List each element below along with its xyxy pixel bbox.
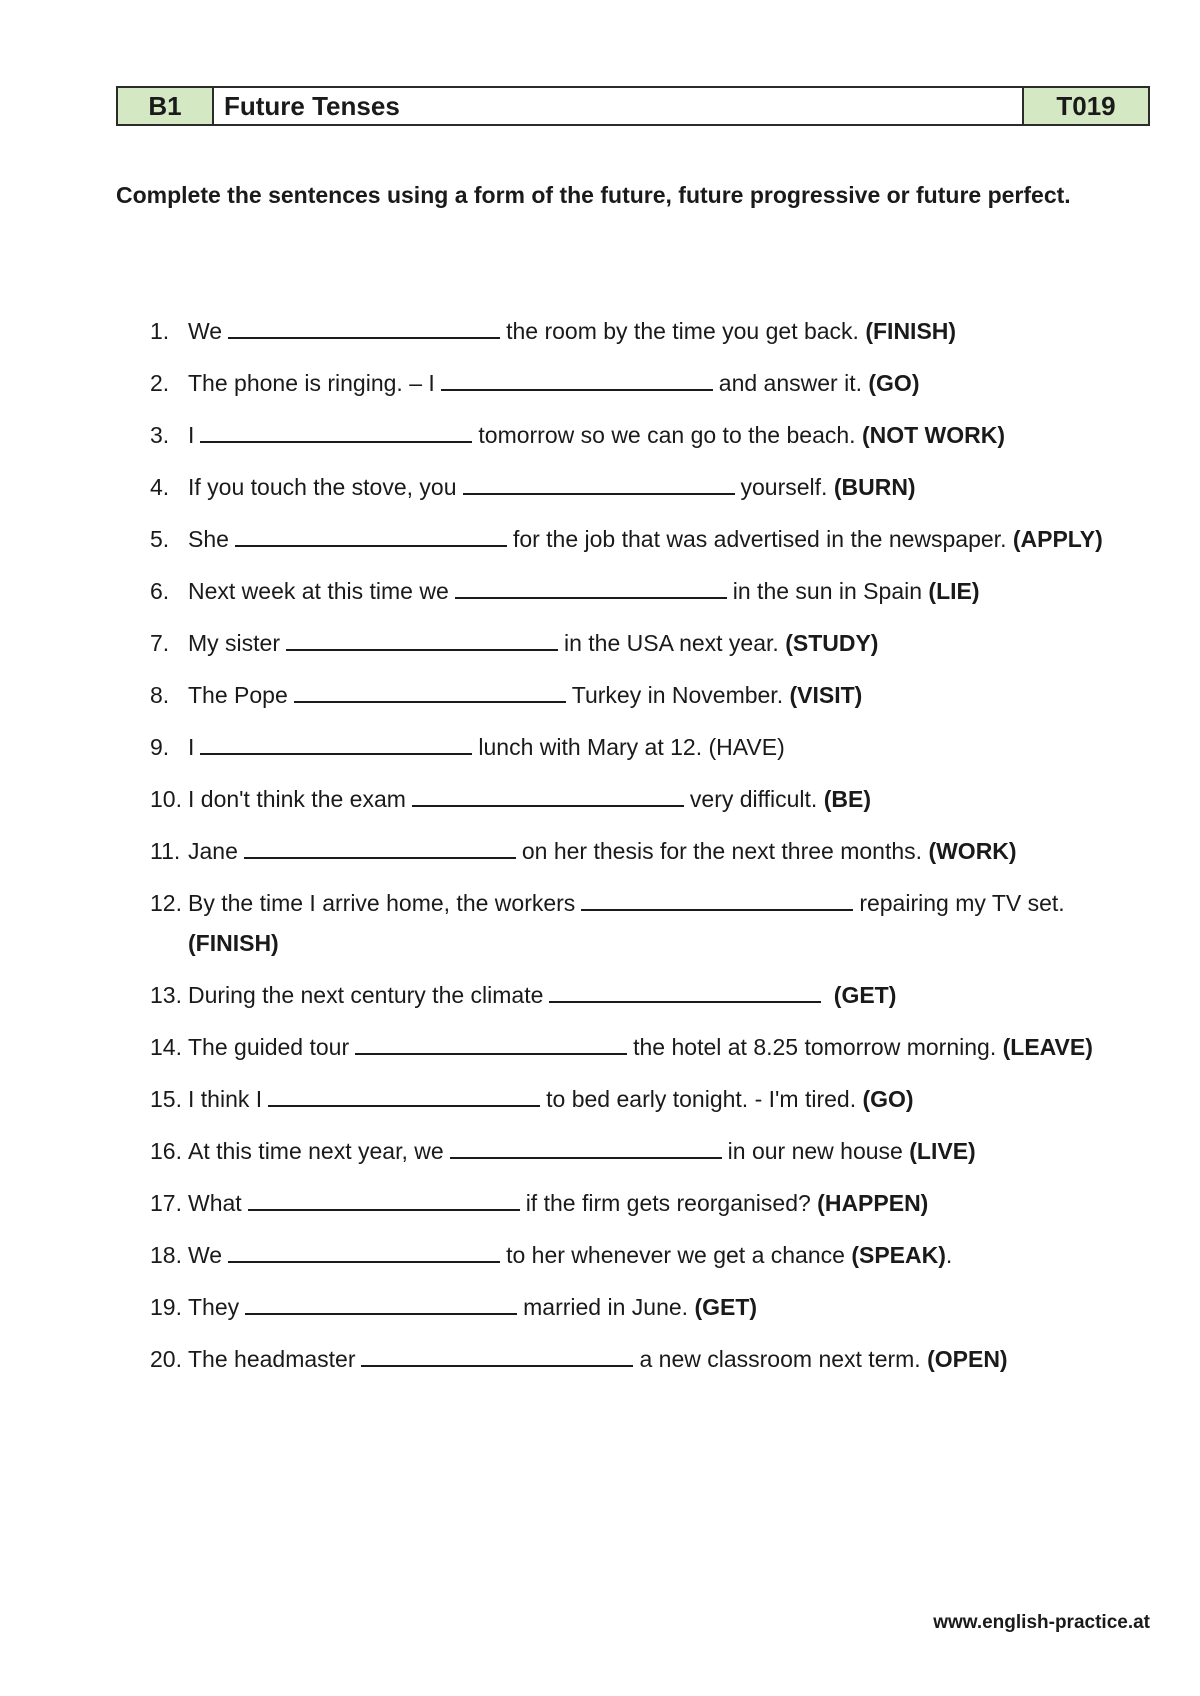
answer-blank[interactable]: [355, 1049, 627, 1055]
exercise-item: [150, 1287, 1140, 1327]
answer-blank[interactable]: [549, 997, 821, 1003]
verb-hint: (WORK): [928, 838, 1017, 864]
answer-blank[interactable]: [228, 1257, 500, 1263]
answer-blank[interactable]: [450, 1153, 722, 1159]
item-sentence: [188, 975, 1140, 1015]
exercise-item: [150, 675, 1140, 715]
item-sentence: [188, 675, 1140, 715]
sentence-start: I think I: [188, 1086, 263, 1112]
verb-hint: (LIVE): [909, 1138, 976, 1164]
item-sentence: [188, 1287, 1140, 1327]
exercise-item: [150, 1131, 1140, 1171]
sentence-end: a new classroom next term.: [639, 1346, 921, 1372]
answer-blank[interactable]: [463, 489, 735, 495]
sentence-end: tomorrow so we can go to the beach.: [478, 422, 856, 448]
sentence-start: The Pope: [188, 682, 288, 708]
sentence-end: repairing my TV set.: [859, 890, 1065, 916]
item-number: 11.: [150, 838, 181, 864]
exercise-item: [150, 1027, 1140, 1067]
sentence-end: in the USA next year.: [564, 630, 779, 656]
verb-hint: (VISIT): [789, 682, 863, 708]
verb-hint: (GO): [862, 1086, 914, 1112]
sentence-start: At this time next year, we: [188, 1138, 444, 1164]
verb-hint: (FINISH): [865, 318, 957, 344]
answer-blank[interactable]: [248, 1205, 520, 1211]
verb-hint: (GET): [833, 982, 897, 1008]
answer-blank[interactable]: [268, 1101, 540, 1107]
verb-hint: (HAVE): [708, 734, 785, 760]
verb-hint: (STUDY): [785, 630, 879, 656]
sentence-start: Next week at this time we: [188, 578, 449, 604]
sentence-end: for the job that was advertised in the newspaper.: [512, 526, 1007, 552]
item-number: 19.: [150, 1294, 182, 1320]
sentence-start: We: [188, 1242, 223, 1268]
sentence-end: yourself.: [740, 474, 828, 500]
worksheet-header: [116, 86, 1150, 126]
exercise-item: [150, 623, 1140, 663]
sentence-end: married in June.: [523, 1294, 689, 1320]
item-sentence: [188, 623, 1140, 663]
item-sentence: [188, 1235, 1140, 1275]
sentence-start: They: [188, 1294, 240, 1320]
level-badge: B1: [118, 88, 214, 124]
item-number: 5.: [150, 526, 170, 552]
item-sentence: [188, 1079, 1140, 1119]
item-number: 14.: [150, 1034, 182, 1060]
answer-blank[interactable]: [361, 1361, 633, 1367]
verb-hint: (HAPPEN): [817, 1190, 929, 1216]
verb-hint: (LEAVE): [1002, 1034, 1093, 1060]
sentence-start: During the next century the climate: [188, 982, 544, 1008]
item-sentence: [188, 519, 1140, 559]
instructions-text: Complete the sentences using a form of the future, future progressive or future perfect.: [116, 182, 1071, 208]
sentence-start: If you touch the stove, you: [188, 474, 457, 500]
exercise-item: [150, 571, 1140, 611]
item-sentence: [188, 779, 1140, 819]
item-sentence: [188, 1183, 1140, 1223]
sentence-start: The guided tour: [188, 1034, 350, 1060]
item-number: 13.: [150, 982, 182, 1008]
answer-blank[interactable]: [441, 385, 713, 391]
exercise-item: [150, 1183, 1140, 1223]
item-number: 2.: [150, 370, 170, 396]
exercise-item: [150, 467, 1140, 507]
answer-blank[interactable]: [294, 697, 566, 703]
worksheet-code: T019: [1022, 88, 1148, 124]
sentence-start: Jane: [188, 838, 238, 864]
sentence-start: What: [188, 1190, 242, 1216]
exercise-item: [150, 727, 1140, 767]
item-number: 4.: [150, 474, 170, 500]
item-sentence: [188, 883, 1140, 963]
item-sentence: [188, 1131, 1140, 1171]
item-sentence: [188, 467, 1140, 507]
item-number: 15.: [150, 1086, 182, 1112]
verb-hint: (GET): [694, 1294, 758, 1320]
sentence-start: The phone is ringing. – I: [188, 370, 435, 396]
sentence-end: and answer it.: [718, 370, 862, 396]
sentence-end: in our new house: [727, 1138, 903, 1164]
verb-hint: (FINISH): [188, 930, 279, 956]
sentence-end: lunch with Mary at 12.: [478, 734, 703, 760]
exercise-item: [150, 883, 1140, 963]
verb-hint: (APPLY): [1012, 526, 1103, 552]
item-number: 16.: [150, 1138, 182, 1164]
sentence-start: She: [188, 526, 229, 552]
exercise-item: [150, 831, 1140, 871]
answer-blank[interactable]: [235, 541, 507, 547]
verb-hint: (OPEN): [927, 1346, 1008, 1372]
item-sentence: [188, 831, 1140, 871]
answer-blank[interactable]: [244, 853, 516, 859]
sentence-end: the room by the time you get back.: [506, 318, 859, 344]
exercise-item: [150, 1235, 1140, 1275]
answer-blank[interactable]: [412, 801, 684, 807]
sentence-end: the hotel at 8.25 tomorrow morning.: [633, 1034, 997, 1060]
item-sentence: [188, 415, 1140, 455]
answer-blank[interactable]: [286, 645, 558, 651]
item-number: 12.: [150, 890, 182, 916]
verb-hint: (LIE): [928, 578, 980, 604]
item-number: 20.: [150, 1346, 182, 1372]
answer-blank[interactable]: [245, 1309, 517, 1315]
sentence-start: The headmaster: [188, 1346, 356, 1372]
item-sentence: [188, 727, 1140, 767]
item-number: 6.: [150, 578, 170, 604]
exercise-item: [150, 975, 1140, 1015]
item-sentence: [188, 311, 1140, 351]
sentence-end: very difficult.: [689, 786, 818, 812]
answer-blank[interactable]: [228, 333, 500, 339]
item-number: 7.: [150, 630, 170, 656]
sentence-start: I don't think the exam: [188, 786, 406, 812]
sentence-start: My sister: [188, 630, 280, 656]
exercise-item: [150, 363, 1140, 403]
sentence-start: I: [188, 422, 195, 448]
exercise-item: [150, 779, 1140, 819]
sentence-end: if the firm gets reorganised?: [525, 1190, 811, 1216]
sentence-start: By the time I arrive home, the workers: [188, 890, 576, 916]
item-sentence: [188, 1339, 1140, 1379]
item-sentence: [188, 571, 1140, 611]
item-number: 10.: [150, 786, 182, 812]
answer-blank[interactable]: [200, 749, 472, 755]
item-sentence: [188, 1027, 1140, 1067]
sentence-trail: .: [945, 1242, 953, 1268]
answer-blank[interactable]: [455, 593, 727, 599]
sentence-end: in the sun in Spain: [732, 578, 923, 604]
item-number: 17.: [150, 1190, 182, 1216]
answer-blank[interactable]: [581, 905, 853, 911]
verb-hint: (BE): [823, 786, 871, 812]
item-number: 18.: [150, 1242, 182, 1268]
exercise-item: [150, 1339, 1140, 1379]
exercise-item: [150, 415, 1140, 455]
verb-hint: (NOT WORK): [861, 422, 1006, 448]
verb-hint: (SPEAK): [851, 1242, 946, 1268]
sentence-end: Turkey in November.: [571, 682, 784, 708]
footer-url[interactable]: www.english-practice.at: [933, 1612, 1150, 1633]
exercise-item: [150, 311, 1140, 351]
sentence-end: on her thesis for the next three months.: [521, 838, 923, 864]
verb-hint: (GO): [868, 370, 920, 396]
verb-hint: (BURN): [833, 474, 916, 500]
item-number: 1.: [150, 318, 170, 344]
sentence-start: I: [188, 734, 195, 760]
exercise-item: [150, 519, 1140, 559]
sentence-start: We: [188, 318, 223, 344]
exercise-item: [150, 1079, 1140, 1119]
answer-blank[interactable]: [200, 437, 472, 443]
item-number: 9.: [150, 734, 170, 760]
worksheet-title: Future Tenses: [214, 88, 1022, 124]
item-sentence: [188, 363, 1140, 403]
sentence-end: to bed early tonight. - I'm tired.: [546, 1086, 857, 1112]
item-number: 8.: [150, 682, 170, 708]
item-number: 3.: [150, 422, 170, 448]
sentence-end: to her whenever we get a chance: [506, 1242, 845, 1268]
exercise-list: [150, 311, 1140, 1391]
